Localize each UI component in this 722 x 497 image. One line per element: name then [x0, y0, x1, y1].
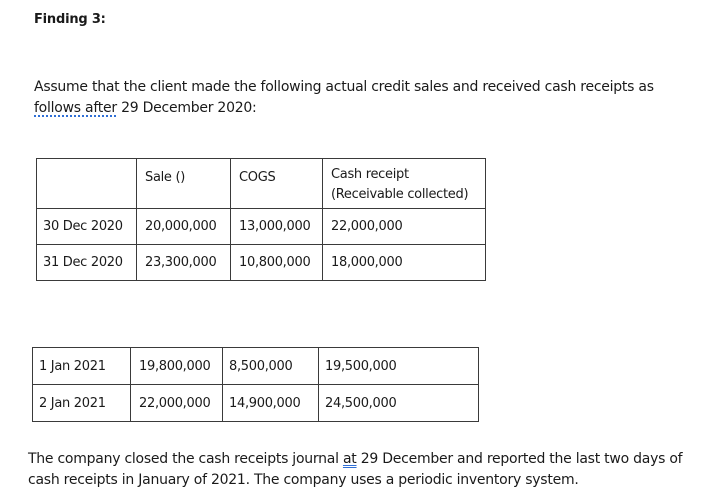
header-cash-line2: (Receivable collected)	[331, 187, 469, 202]
cell-date: 31 Dec 2020	[37, 245, 137, 281]
cell-cogs: 13,000,000	[231, 209, 323, 245]
sales-table-december	[36, 158, 486, 281]
intro-text-start: Assume that the client made the following actual credit sales and received cash receipts as	[34, 79, 654, 95]
grammar-flagged-word[interactable]: at	[342, 451, 357, 467]
header-cash-line1: Cash receipt	[331, 167, 409, 182]
cell-cogs: 14,900,000	[223, 385, 319, 422]
header-sale: Sale ()	[137, 159, 231, 209]
cell-cogs: 8,500,000	[223, 348, 319, 385]
cell-cash: 19,500,000	[319, 348, 479, 385]
cell-date: 30 Dec 2020	[37, 209, 137, 245]
cell-cogs: 10,800,000	[231, 245, 323, 281]
closing-text-end: 29 December and reported the last two days of cash receipts in January of 2021. The company uses a periodic inventory system.	[28, 451, 683, 488]
cell-cash: 18,000,000	[323, 245, 486, 281]
table-row	[33, 348, 479, 385]
table-row	[37, 245, 486, 281]
header-cash-receipt	[323, 159, 486, 209]
sales-table-january	[32, 347, 479, 422]
cell-sale: 23,300,000	[137, 245, 231, 281]
finding-heading: Finding 3:	[34, 12, 106, 27]
table-row	[33, 385, 479, 422]
table-header-row	[37, 159, 486, 209]
cell-date: 2 Jan 2021	[33, 385, 131, 422]
closing-paragraph	[28, 449, 708, 491]
grammar-flagged-phrase[interactable]: follows after	[34, 100, 117, 116]
intro-paragraph	[34, 77, 704, 119]
cell-sale: 20,000,000	[137, 209, 231, 245]
cell-cash: 22,000,000	[323, 209, 486, 245]
cell-date: 1 Jan 2021	[33, 348, 131, 385]
closing-text-start: The company closed the cash receipts journal	[28, 451, 343, 467]
cell-sale: 19,800,000	[131, 348, 223, 385]
cell-cash: 24,500,000	[319, 385, 479, 422]
header-date	[37, 159, 137, 209]
table-row	[37, 209, 486, 245]
intro-text-end: 29 December 2020:	[116, 100, 257, 116]
cell-sale: 22,000,000	[131, 385, 223, 422]
header-cogs: COGS	[231, 159, 323, 209]
